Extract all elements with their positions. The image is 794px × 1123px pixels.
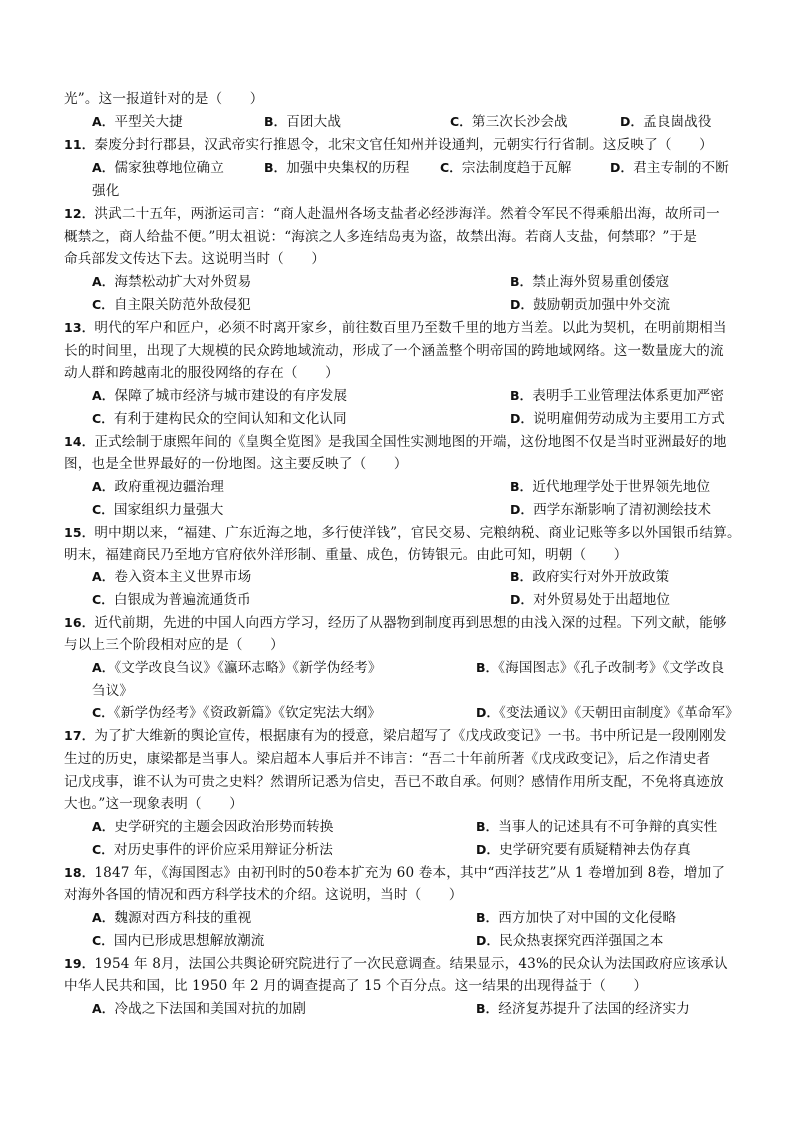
question-number: 15． <box>64 525 95 540</box>
q14-stem-line-1 <box>64 431 744 454</box>
q19-stem-line-2: 中华人民共和国，比 1950 年 2 月的调查提高了 15 个百分点。这一结果的出现得益于（ ） <box>64 978 648 994</box>
option-text: 说明雇佣劳动成为主要用工方式 <box>533 411 725 427</box>
q19-stem-line-1 <box>64 953 744 976</box>
option-label: D． <box>510 297 534 312</box>
option-label: A． <box>92 274 115 289</box>
option-label: C． <box>92 502 114 517</box>
question-text: 近代前期，先进的中国人向西方学习，经历了从器物到制度再到思想的由浅入深的过程。下列文献，能够 <box>94 615 727 631</box>
question-text: 为了扩大维新的舆论宣传，根据康有为的授意，梁启超写了《戊戌政变记》一书。书中所记是一段刚刚发 <box>94 728 727 744</box>
option-text: 当事人的记述具有不可争辩的真实性 <box>498 819 718 835</box>
option-text: 西方加快了对中国的文化侵略 <box>498 910 677 926</box>
q18-stem-line-1 <box>64 862 744 885</box>
question-number: 16． <box>64 615 95 630</box>
q11-option-c <box>440 157 571 180</box>
question-text: 正式绘制于康熙年间的《皇舆全览图》是我国全国性实测地图的开端，这份地图不仅是当时亚洲最好的地 <box>94 434 727 450</box>
q11-option-d-continued: 强化 <box>92 183 120 199</box>
q10-option-a <box>92 111 183 134</box>
q10-option-c <box>450 111 568 134</box>
option-label: C． <box>92 592 114 607</box>
option-label: A． <box>92 569 115 584</box>
q13-stem-line-1 <box>64 317 744 340</box>
option-label: C． <box>450 114 472 129</box>
q16-option-d <box>476 702 739 725</box>
q18-option-a <box>92 907 251 930</box>
option-label: B． <box>476 660 499 675</box>
question-number: 11． <box>64 137 95 152</box>
option-text: 海禁松动扩大对外贸易 <box>114 274 252 290</box>
q14-option-b <box>510 476 710 499</box>
question-number: 13． <box>64 320 95 335</box>
q12-stem-line-1 <box>64 203 744 226</box>
q16-option-c <box>92 702 381 725</box>
option-text: 对外贸易处于出超地位 <box>533 592 671 608</box>
option-label: A． <box>92 910 115 925</box>
option-text: 儒家独尊地位确立 <box>114 160 224 176</box>
q12-option-a <box>92 271 251 294</box>
q12-option-c <box>92 294 251 317</box>
option-text: 近代地理学处于世界领先地位 <box>532 479 711 495</box>
q14-option-a <box>92 476 224 499</box>
option-text: 《海国图志》《孔子改制考》《文学改良 <box>498 660 725 676</box>
option-label: B． <box>264 114 287 129</box>
question-number: 14． <box>64 434 95 449</box>
option-text: 禁止海外贸易重创倭寇 <box>532 274 670 290</box>
option-text: 宗法制度趋于瓦解 <box>461 160 572 176</box>
option-label: B． <box>510 479 533 494</box>
q11-option-a <box>92 157 224 180</box>
option-text: 魏源对西方科技的重视 <box>114 910 252 926</box>
question-text: 1847 年，《海国图志》由初刊时的50卷本扩充为 60 卷本，其中“西洋技艺”从 1 卷增加到 8卷，增加了 <box>94 865 726 881</box>
option-text: 民众热衷探究西洋强国之本 <box>499 933 664 949</box>
question-number: 17． <box>64 728 95 743</box>
option-text: 冷战之下法国和美国对抗的加剧 <box>114 1001 307 1017</box>
q13-stem-line-3: 动人群和跨越南北的服役网络的存在（ ） <box>64 365 339 381</box>
option-text: 白银成为普遍流通货币 <box>113 592 251 608</box>
q17-stem-line-1 <box>64 725 744 748</box>
q14-option-d <box>510 499 711 522</box>
q12-stem-line-2: 概禁之，商人给盐不便。”明太祖说：“海滨之人多连结岛夷为盗，故禁出海。若商人支盐，何禁耶？”于是 <box>64 229 697 245</box>
option-text: 加强中央集权的历程 <box>286 160 410 176</box>
q16-stem-line-2: 与以上三个阶段相对应的是（ ） <box>64 637 284 653</box>
option-text: 君主专制的不断 <box>633 160 729 176</box>
q11-option-b <box>264 157 409 180</box>
q15-option-c <box>92 589 251 612</box>
question-text: 秦废分封行郡县，汉武帝实行推恩令，北宋文官任知州并设通判，元朝实行行省制。这反映了（ ） <box>94 137 713 153</box>
q10-option-b <box>264 111 341 134</box>
option-text: 国内已形成思想解放潮流 <box>113 933 265 949</box>
option-text: 政府重视边疆治理 <box>114 479 224 495</box>
option-label: B． <box>510 388 533 403</box>
option-label: D． <box>510 592 534 607</box>
option-text: 百团大战 <box>286 114 342 130</box>
option-label: D． <box>510 411 534 426</box>
option-label: D． <box>510 502 534 517</box>
q15-option-a <box>92 566 251 589</box>
option-text: 有利于建构民众的空间认知和文化认同 <box>113 411 347 427</box>
option-label: C． <box>92 297 114 312</box>
q18-stem-line-2: 对海外各国的情况和西方科学技术的介绍。这说明，当时（ ） <box>64 887 463 903</box>
q14-stem-line-2: 图，也是全世界最好的一份地图。这主要反映了（ ） <box>64 456 408 472</box>
q19-option-a <box>92 998 306 1021</box>
q18-option-b <box>476 907 676 930</box>
option-label: C． <box>92 842 114 857</box>
q13-option-c <box>92 408 347 431</box>
option-label: C． <box>92 411 114 426</box>
option-text: 平型关大捷 <box>114 114 183 130</box>
q17-option-d <box>476 839 691 862</box>
option-label: D． <box>620 114 644 129</box>
q17-option-b <box>476 816 717 839</box>
option-text: 史学研究的主题会因政治形势而转换 <box>114 819 334 835</box>
option-label: B． <box>510 274 533 289</box>
q17-option-c <box>92 839 333 862</box>
option-label: A． <box>92 819 115 834</box>
option-label: A． <box>92 160 115 175</box>
q13-option-b <box>510 385 724 408</box>
q16-stem-line-1 <box>64 612 744 635</box>
q15-option-d <box>510 589 670 612</box>
q15-stem-line-1 <box>64 522 744 545</box>
q13-option-a <box>92 385 347 408</box>
option-label: A． <box>92 114 115 129</box>
q16-option-b-continued: 刍议》 <box>92 683 134 699</box>
q11-stem <box>64 134 744 157</box>
option-label: B． <box>510 569 533 584</box>
option-label: D． <box>610 160 634 175</box>
option-label: A． <box>92 1001 115 1016</box>
option-label: D． <box>476 842 500 857</box>
question-number: 12． <box>64 206 95 221</box>
q11-option-d <box>610 157 729 180</box>
option-text: 国家组织力量强大 <box>113 502 224 518</box>
option-label: B． <box>264 160 287 175</box>
q15-option-b <box>510 566 669 589</box>
q13-stem-line-2: 长的时间里，出现了大规模的民众跨地域流动，形成了一个涵盖整个明帝国的跨地域网络。这一数量庞大的流 <box>64 343 724 359</box>
question-text: 洪武二十五年，两浙运司言：“商人赴温州各场支盐者必经涉海洋。然着令军民不得乘船出海，故所司一 <box>94 206 720 222</box>
question-number: 18． <box>64 865 95 880</box>
q17-option-a <box>92 816 333 839</box>
option-label: D． <box>476 933 500 948</box>
option-label: B． <box>476 1001 499 1016</box>
q10-option-d <box>620 111 712 134</box>
q14-option-c <box>92 499 223 522</box>
option-text: 西学东渐影响了清初测绘技术 <box>533 502 712 518</box>
option-label: A． <box>92 479 115 494</box>
q18-option-c <box>92 930 265 953</box>
q12-option-b <box>510 271 669 294</box>
option-text: 史学研究要有质疑精神去伪存真 <box>499 842 691 858</box>
q17-stem-line-3: 记戊戌事，谁不认为可贵之史料？然谓所记悉为信史，吾已不敢自承。何则？感情作用所支配，不免将真迹放 <box>64 774 724 790</box>
option-text: 经济复苏提升了法国的经济实力 <box>498 1001 690 1017</box>
q16-option-a <box>92 657 382 680</box>
option-text: 孟良崮战役 <box>643 114 712 130</box>
question-text: 明中期以来，“福建、广东近海之地，多行使洋钱”，官民交易、完粮纳税、商业记账等多以外国银币结算。 <box>94 525 741 541</box>
option-text: 对历史事件的评价应采用辩证分析法 <box>113 842 333 858</box>
question-number: 19． <box>64 956 95 971</box>
q17-stem-line-4: 大也。”这一现象表明（ ） <box>64 796 243 812</box>
option-label: B． <box>476 819 499 834</box>
q16-option-b <box>476 657 724 680</box>
option-text: 政府实行对外开放政策 <box>532 569 670 585</box>
option-text: 鼓励朝贡加强中外交流 <box>533 297 671 313</box>
question-text: 明代的军户和匠户，必须不时离开家乡，前往数百里乃至数千里的地方当差。以此为契机，在明前期相当 <box>94 320 727 336</box>
option-text: 《变法通议》《天朝田亩制度》《革命军》 <box>499 705 739 721</box>
option-text: 第三次长沙会战 <box>471 114 568 130</box>
option-label: C． <box>92 933 114 948</box>
q13-option-d <box>510 408 725 431</box>
option-label: A． <box>92 388 115 403</box>
option-text: 卷入资本主义世界市场 <box>114 569 252 585</box>
question-text: 1954 年 8月，法国公共舆论研究院进行了一次民意调查。结果显示，43%的民众认为法国政府应该承认 <box>94 956 728 972</box>
q18-option-d <box>476 930 663 953</box>
option-text: 自主限关防范外敌侵犯 <box>113 297 251 313</box>
option-label: B． <box>476 910 499 925</box>
option-text: 保障了城市经济与城市建设的有序发展 <box>114 388 348 404</box>
option-label: A． <box>92 660 115 675</box>
option-label: D． <box>476 705 500 720</box>
q15-stem-line-2: 明末，福建商民乃至地方官府依外洋形制、重量、成色，仿铸银元。由此可知，明朝（ ） <box>64 547 628 563</box>
q12-stem-line-3: 命兵部发文传达下去。这说明当时（ ） <box>64 251 326 267</box>
q10-stem: 光”。这一报道针对的是（ ） <box>64 91 264 107</box>
q17-stem-line-2: 生过的历史，康梁都是当事人。梁启超本人事后并不讳言：“吾二十年前所著《戊戌政变记》，后之作清史者 <box>64 751 711 767</box>
option-label: C． <box>440 160 462 175</box>
option-text: 《文学改良刍议》《瀛环志略》《新学伪经考》 <box>114 660 382 676</box>
q12-option-d <box>510 294 670 317</box>
option-text: 《新学伪经考》《资政新篇》《钦定宪法大纲》 <box>113 705 382 721</box>
option-text: 表明手工业管理法体系更加严密 <box>532 388 724 404</box>
option-label: C． <box>92 705 114 720</box>
q19-option-b <box>476 998 690 1021</box>
